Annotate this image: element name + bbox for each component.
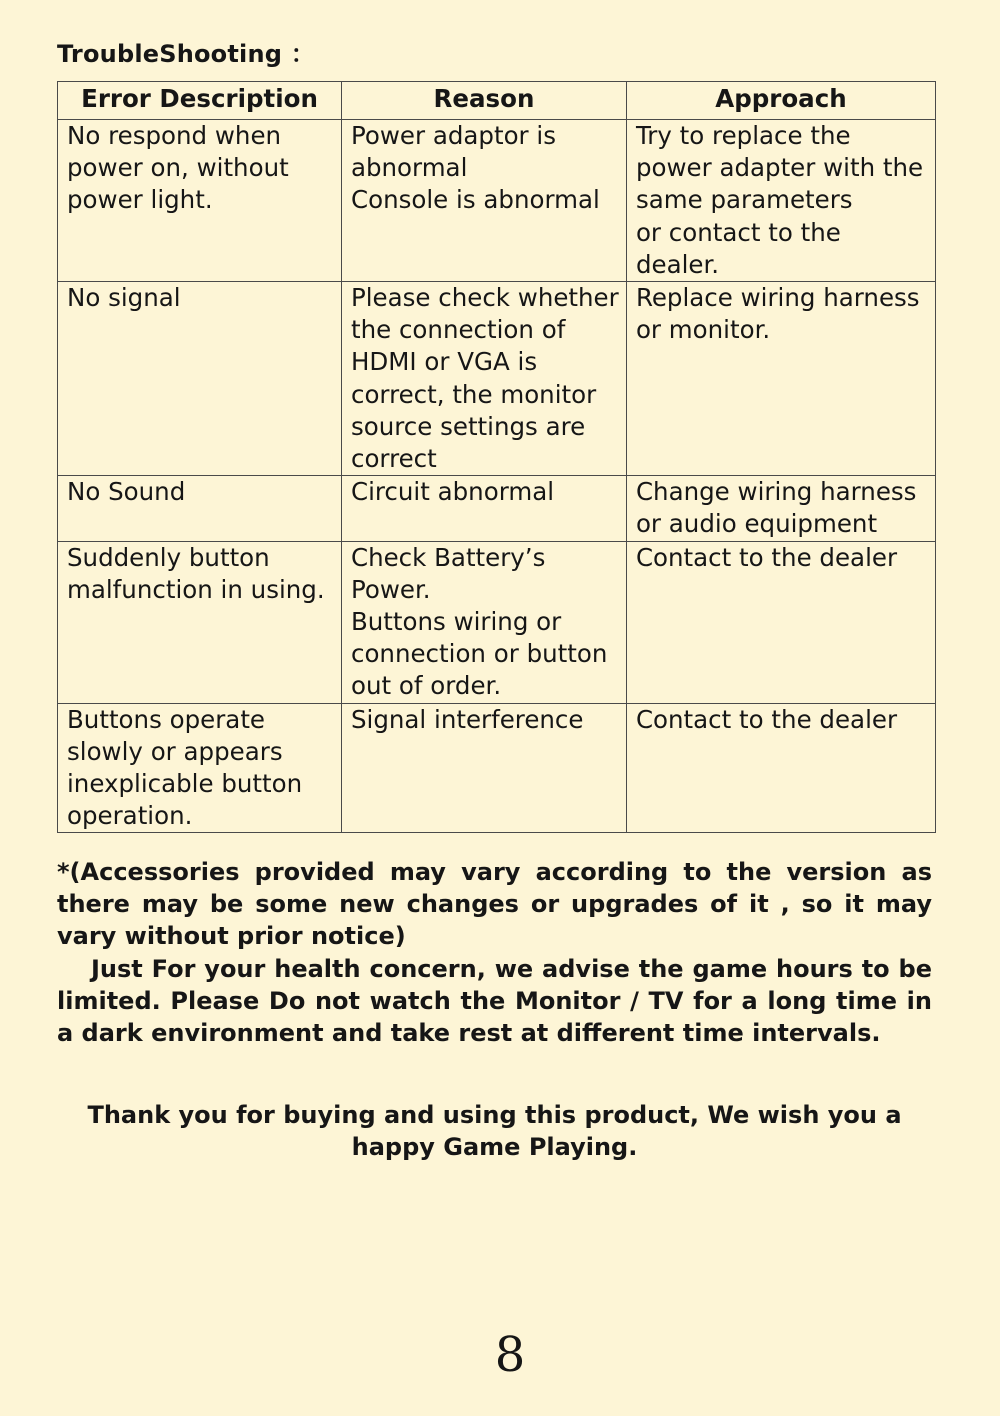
header-approach: Approach <box>626 82 935 120</box>
notice-text <box>57 856 932 1049</box>
table-row <box>58 541 936 703</box>
table-header-row <box>58 82 936 120</box>
health-note: Just For your health concern, we advise the game hours to be limited. Please Do not watch the Monitor / TV for a long time in a dark environment and take rest at different time intervals. <box>57 954 932 1048</box>
reason-cell: Signal interference <box>341 703 626 833</box>
header-error-description: Error Description <box>58 82 342 120</box>
table-row <box>58 476 936 541</box>
reason-cell: Please check whether the connection of HDMI or VGA is correct, the monitor source settings are correct <box>341 282 626 476</box>
section-heading: TroubleShooting ： <box>57 40 315 68</box>
error-description-cell: Suddenly button malfunction in using. <box>58 541 342 703</box>
error-description-cell: No respond when power on, without power light. <box>58 120 342 282</box>
approach-cell: Contact to the dealer <box>626 703 935 833</box>
table-row <box>58 703 936 833</box>
troubleshooting-table <box>57 81 936 833</box>
table-row <box>58 120 936 282</box>
reason-cell: Power adaptor is abnormal Console is abnormal <box>341 120 626 282</box>
approach-cell: Change wiring harness or audio equipment <box>626 476 935 541</box>
error-description-cell: No signal <box>58 282 342 476</box>
accessories-note: *(Accessories provided may vary according to the version as there may be some new changes or upgrades of it , so it may vary without prior notice) <box>57 858 932 951</box>
error-description-cell: Buttons operate slowly or appears inexplicable button operation. <box>58 703 342 833</box>
header-reason: Reason <box>341 82 626 120</box>
approach-cell: Contact to the dealer <box>626 541 935 703</box>
reason-cell: Circuit abnormal <box>341 476 626 541</box>
reason-cell: Check Battery’s Power. Buttons wiring or connection or button out of order. <box>341 541 626 703</box>
error-description-cell: No Sound <box>58 476 342 541</box>
page-number: 8 <box>494 1327 526 1383</box>
thank-you-message: Thank you for buying and using this product, We wish you a happy Game Playing. <box>87 1101 902 1162</box>
approach-cell: Replace wiring harness or monitor. <box>626 282 935 476</box>
approach-cell: Try to replace the power adapter with the same parameters or contact to the dealer. <box>626 120 935 282</box>
table-row <box>58 282 936 476</box>
